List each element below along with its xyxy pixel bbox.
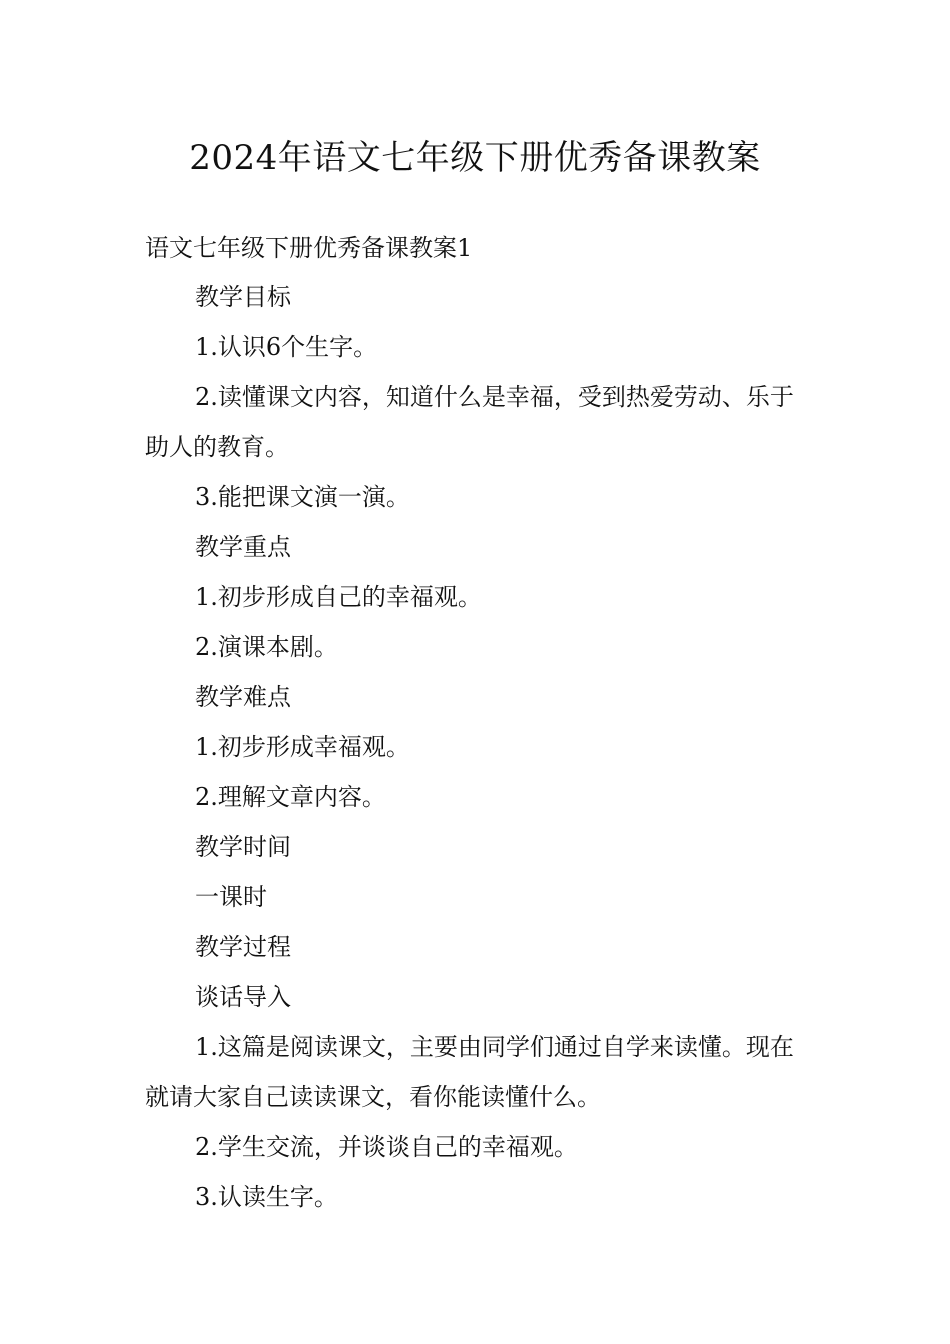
- document-title: 2024年语文七年级下册优秀备课教案: [189, 138, 761, 178]
- paragraph-key-points: 教学重点: [195, 533, 291, 561]
- paragraph-teaching-time: 教学时间: [195, 833, 291, 861]
- paragraph: 2.读懂课文内容，知道什么是幸福，受到热爱劳动、乐于助人的教育。: [145, 383, 794, 461]
- paragraph: 1.这篇是阅读课文，主要由同学们通过自学来读懂。现在就请大家自己读读课文，看你能读懂什么。: [145, 1033, 794, 1111]
- paragraph: 2.演课本剧。: [195, 633, 338, 661]
- paragraph-difficulties: 教学难点: [195, 683, 291, 711]
- paragraph: 2.理解文章内容。: [195, 783, 386, 811]
- paragraph-introduction: 谈话导入: [195, 983, 291, 1011]
- paragraph: 一课时: [195, 883, 267, 911]
- paragraph: 3.能把课文演一演。: [195, 483, 410, 511]
- paragraph: 1.初步形成幸福观。: [195, 733, 410, 761]
- paragraph: 1.初步形成自己的幸福观。: [195, 583, 482, 611]
- section-heading: 语文七年级下册优秀备课教案1: [145, 234, 473, 262]
- paragraph: 3.认读生字。: [195, 1183, 338, 1211]
- paragraph-teaching-goals: 教学目标: [195, 283, 291, 311]
- paragraph-teaching-process: 教学过程: [195, 933, 291, 961]
- paragraph: 2.学生交流，并谈谈自己的幸福观。: [195, 1133, 578, 1161]
- paragraph: 1.认识6个生字。: [195, 333, 378, 361]
